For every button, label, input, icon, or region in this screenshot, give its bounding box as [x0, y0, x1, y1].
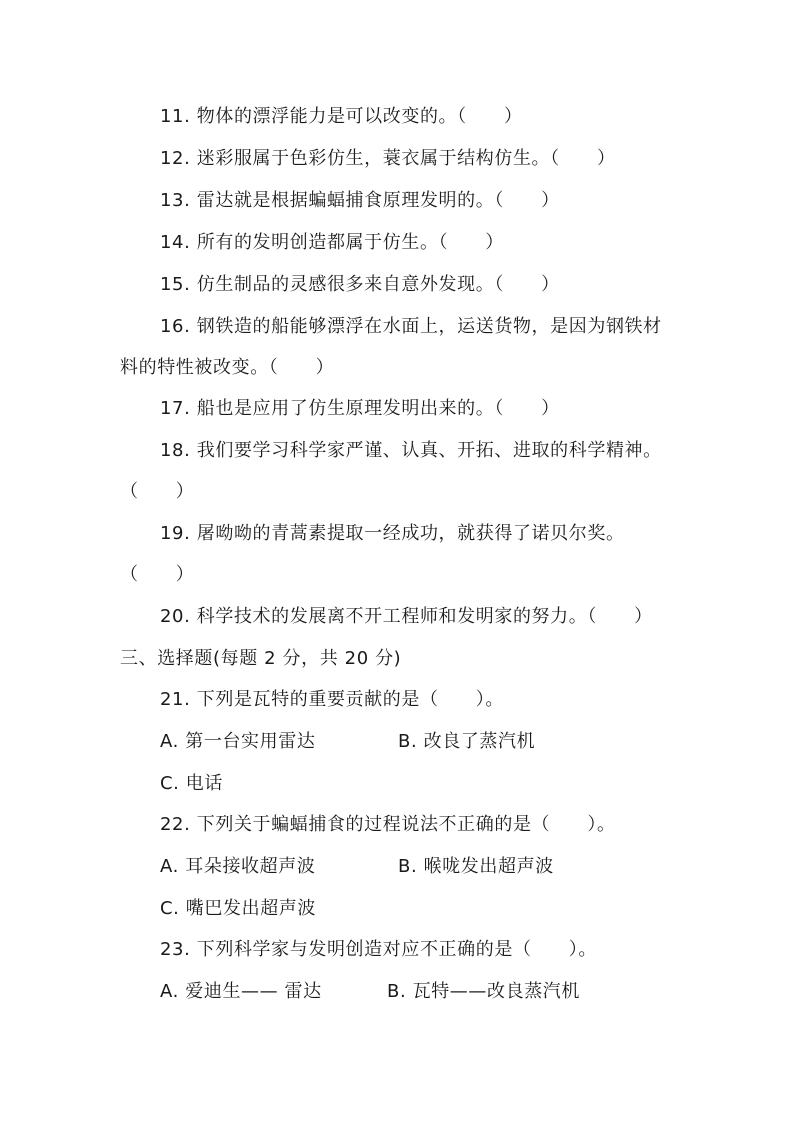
question-19-line2: （ ）: [120, 564, 195, 585]
question-22: 22. 下列关于蝙蝠捕食的过程说法不正确的是（ ）。: [160, 814, 616, 835]
question-16-line1: 16. 钢铁造的船能够漂浮在水面上，运送货物，是因为钢铁材: [160, 316, 662, 337]
question-21-option-a: A. 第一台实用雷达: [160, 731, 316, 752]
question-23-option-a: A. 爱迪生—— 雷达: [160, 981, 322, 1002]
question-23: 23. 下列科学家与发明创造对应不正确的是（ ）。: [160, 939, 597, 960]
question-19-line1: 19. 屠呦呦的青蒿素提取一经成功，就获得了诺贝尔奖。: [160, 523, 625, 544]
question-11: 11. 物体的漂浮能力是可以改变的。（ ）: [160, 106, 523, 127]
question-22-option-b: B. 喉咙发出超声波: [398, 856, 554, 877]
question-18-line1: 18. 我们要学习科学家严谨、认真、开拓、进取的科学精神。: [160, 440, 662, 461]
question-17: 17. 船也是应用了仿生原理发明出来的。（ ）: [160, 398, 560, 419]
question-21-option-b: B. 改良了蒸汽机: [398, 731, 536, 752]
question-18-line2: （ ）: [120, 481, 195, 502]
question-21: 21. 下列是瓦特的重要贡献的是（ ）。: [160, 689, 504, 710]
question-13: 13. 雷达就是根据蝙蝠捕食原理发明的。（ ）: [160, 190, 560, 211]
question-14: 14. 所有的发明创造都属于仿生。（ ）: [160, 232, 504, 253]
question-21-option-c: C. 电话: [160, 773, 224, 794]
question-16-line2: 料的特性被改变。（ ）: [120, 357, 335, 378]
question-15: 15. 仿生制品的灵感很多来自意外发现。（ ）: [160, 274, 560, 295]
question-20: 20. 科学技术的发展离不开工程师和发明家的努力。（ ）: [160, 606, 653, 627]
question-22-option-c: C. 嘴巴发出超声波: [160, 898, 317, 919]
question-12: 12. 迷彩服属于色彩仿生，蓑衣属于结构仿生。（ ）: [160, 148, 616, 169]
section-heading-choice: 三、选择题(每题 2 分，共 20 分): [120, 648, 402, 669]
question-23-option-b: B. 瓦特——改良蒸汽机: [387, 981, 580, 1002]
question-22-option-a: A. 耳朵接收超声波: [160, 856, 316, 877]
